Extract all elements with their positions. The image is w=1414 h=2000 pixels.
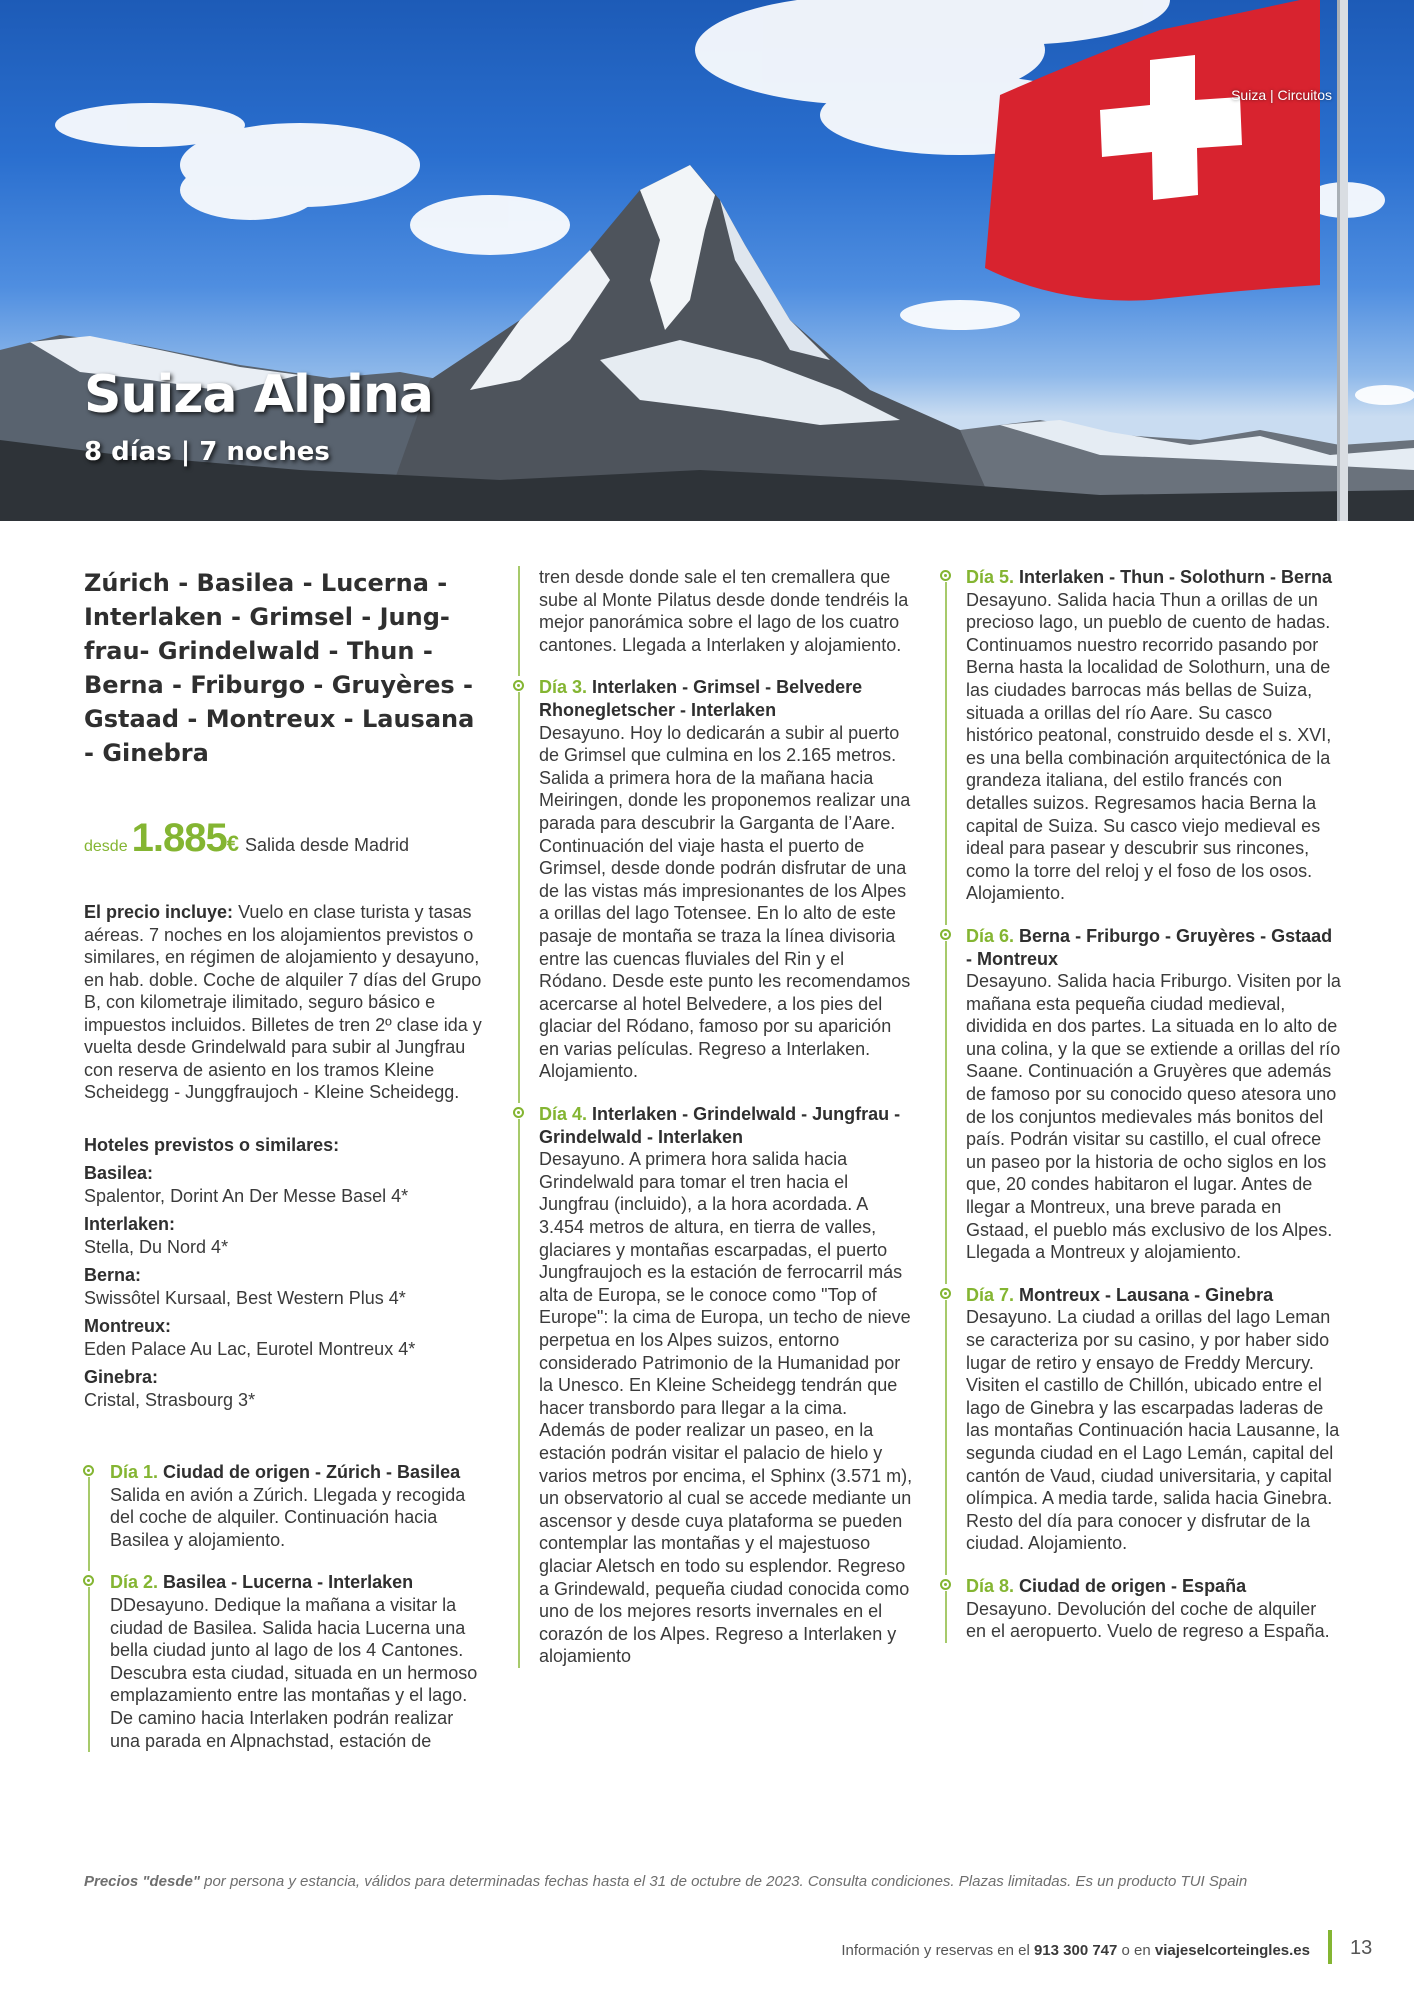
day-text: DDesayuno. Dedique la mañana a visitar la ciudad de Basilea. Salida hacia Lucerna una bella ciudad junto al lago de los 4 Cantones. Descubra esta ciudad, situada en un hermoso emplazamiento entre las montañas y el lago. De camino hacia Interlaken podrán realizar una parada en Alpnachstad, estación de	[110, 1594, 478, 1751]
day-label: Día 7.	[966, 1284, 1015, 1305]
hotel-city: Interlaken:	[84, 1214, 176, 1234]
disclaimer-bold: Precios "desde"	[84, 1873, 200, 1890]
timeline-line	[88, 1477, 90, 1571]
day-label: Día 6.	[966, 925, 1015, 946]
price-disclaimer	[84, 1871, 1334, 1892]
itinerary-day	[84, 1461, 484, 1551]
day-label: Día 5.	[966, 567, 1015, 587]
itinerary-day	[941, 1575, 1341, 1643]
itinerary-day	[941, 566, 1341, 905]
day-text: Salida en avión a Zúrich. Llegada y recogida del coche de alquiler. Continuación hacia Basilea y alojamiento.	[110, 1484, 466, 1550]
day-text: Desayuno. Salida hacia Thun a orillas de un precioso lago, un pueblo de cuento de hadas. Continuamos nuestro recorrido pasando por Berna hasta la localidad de Solothurn, una de las ciudades barrocas más bellas de Suiza, situada a orillas del río Aare. Su casco histórico peatonal, construido desde el s. XVI, es una bella combinación arquitectónica de la grandeza italiana, del estilo francés con detalles suizos. Regresamos hacia Berna la capital de Suiza. Su casco viejo medieval es ideal para pasear y descubrir sus rincones, como la torre del reloj y el foso de los osos. Alojamiento.	[966, 589, 1332, 904]
day-title: Basilea - Lucerna - Interlaken	[163, 1572, 414, 1593]
contact-prefix: Información y reservas en el	[841, 1942, 1034, 1959]
route-heading: Zúrich - Basilea - Lucerna - Interlaken - Grimsel - Jung-frau- Grindelwald - Thun - Berna - Friburgo - Gruyères - Gstaad - Montreux - Lausana - Ginebra	[84, 569, 475, 767]
timeline-dot-icon	[83, 1465, 94, 1476]
hotel-city: Ginebra:	[84, 1367, 159, 1387]
price-departure: Salida desde Madrid	[244, 835, 410, 855]
footer-divider	[1328, 1930, 1332, 1964]
price-currency: €	[226, 831, 239, 856]
price-from-label: desde	[84, 838, 128, 855]
timeline-line	[88, 1587, 90, 1752]
itinerary-days-1-2	[84, 1461, 484, 1752]
hotel-city: Basilea:	[84, 1163, 154, 1183]
hotels-title: Hoteles previstos o similares:	[84, 1134, 340, 1155]
contact-info	[841, 1942, 1310, 1959]
price-amount: 1.885	[131, 816, 227, 860]
timeline-dot-icon	[940, 570, 951, 581]
website-link[interactable]: viajeselcorteingles.es	[1154, 1942, 1310, 1959]
hotel-city: Montreux:	[84, 1316, 171, 1336]
timeline-line	[945, 941, 947, 1284]
day-text: Desayuno. Hoy lo dedicarán a subir al puerto de Grimsel que culmina en los 2.165 metros. Salida a primera hora de la mañana hacia Meiringen, donde les proponemos realizar una parada para descubrir la Garganta de l’Aare. Continuación del viaje hasta el puerto de Grimsel, desde donde podrán disfrutar de una de las vistas más impresionantes de los Alpes a orillas del lago Totensee. En lo alto de este pasaje de montaña se traza la línea divisoria entre las cuencas fluviales del Rin y el Ródano. Desde este punto les recomendamos acercarse al hotel Belvedere, a los pies del glaciar del Ródano, famoso por su aparición en varias películas. Regreso a Interlaken. Alojamiento.	[539, 722, 911, 1082]
day-title: Montreux - Lausana - Ginebra	[1019, 1284, 1274, 1305]
day-text: Desayuno. A primera hora salida hacia Grindelwald para tomar el tren hacia el Jungfrau (incluido), a la hora acordada. A 3.454 metros de altura, en tierra de valles, glaciares y montañas escarpadas, el puerto Jungfraujoch es la estación de ferrocarril más alta de Europa, se le conoce como "Top of Europe": la cima de Europa, un techo de nieve perpetua en los Alpes suizos, entorno considerado Patrimonio de la Humanidad por la Unesco. En Kleine Scheidegg tendrán que hacer transbordo para llegar a la cima. Además de poder realizar un paseo, en la estación podrán visitar el palacio de hielo y varios metros por encima, el Sphinx (3.571 m), un observatorio al cual se accede mediante un ascensor y desde cuya plataforma se pueden contemplar las montañas y el majestuoso glaciar Aletsch en todo su esplendor. Regreso a Grindewald, pequeña ciudad conocida como uno de los mejores resorts invernales en el corazón de los Alpes. Regreso a Interlaken y alojamiento	[539, 1149, 913, 1667]
day-title: Berna - Friburgo - Gruyères - Gstaad - Montreux	[966, 925, 1333, 969]
day-title: Interlaken - Thun - Solothurn - Berna	[1019, 567, 1333, 587]
timeline-dot-icon	[940, 929, 951, 940]
itinerary-day-continuation	[514, 566, 914, 656]
day-text: tren desde donde sale el ten cremallera que sube al Monte Pilatus desde donde tendréis la mejor panorámica sobre el lago de los cuatro cantones. Llegada a Interlaken y alojamiento.	[539, 567, 909, 655]
day-text: Desayuno. La ciudad a orillas del lago Leman se caracteriza por su casino, y por haber sido lugar de retiro y ensayo de Freddy Mercury. Visiten el castillo de Chillón, ubicado entre el lago de Ginebra y las escarpadas laderas de las montañas Continuación hacia Lausanne, la segunda ciudad en el Lago Lemán, capital del cantón de Vaud, ciudad universitaria, y capital olímpica. A media tarde, salida hacia Ginebra. Resto del día para conocer y disfrutar de la ciudad. Alojamiento.	[966, 1307, 1340, 1554]
breadcrumb: Suiza | Circuitos	[1231, 87, 1332, 103]
phone-number[interactable]: 913 300 747	[1033, 1942, 1118, 1959]
timeline-dot-icon	[83, 1575, 94, 1586]
hotels-section	[84, 1134, 484, 1412]
hotel-city: Berna:	[84, 1265, 142, 1285]
timeline-line	[945, 582, 947, 925]
hotel-names: Stella, Du Nord 4*	[84, 1236, 229, 1257]
price-block	[84, 816, 484, 861]
column-left	[84, 566, 484, 1772]
price-includes	[84, 901, 484, 1104]
contact-mid: o en	[1117, 1942, 1155, 1959]
itinerary-day	[941, 1284, 1341, 1555]
day-label: Día 3.	[539, 677, 588, 698]
timeline-line	[945, 1300, 947, 1575]
duration-subtitle: 8 días | 7 noches	[84, 437, 330, 467]
hotel-names: Eden Palace Au Lac, Eurotel Montreux 4*	[84, 1338, 416, 1359]
timeline-dot-icon	[940, 1579, 951, 1590]
day-title: Ciudad de origen - España	[1019, 1575, 1247, 1596]
day-text: Desayuno. Salida hacia Friburgo. Visiten por la mañana esta pequeña ciudad medieval, dividida en dos partes. La situada en lo alto de una colina, y la que se extiende a orillas del río Saane. Continuación a Gruyères que además de famoso por su conocido queso atesora uno de los conjuntos medievales más bonitos del país. Podrán visitar su castillo, el cual ofrece un paseo por la historia de ocho siglos en los que, 20 condes habitaron el lugar. Antes de llegar a Montreux, una breve parada en Gstaad, el pueblo más exclusivo de los Alpes. Llegada a Montreux y alojamiento.	[966, 971, 1341, 1263]
hotel-names: Spalentor, Dorint An Der Messe Basel 4*	[84, 1185, 409, 1206]
day-label: Día 8.	[966, 1575, 1015, 1596]
day-title: Interlaken - Grimsel - Belvedere Rhonegletscher - Interlaken	[539, 677, 863, 720]
timeline-line	[518, 566, 520, 676]
hero-banner	[0, 0, 1414, 521]
includes-label: El precio incluye:	[84, 902, 234, 922]
page-number: 13	[1350, 1937, 1373, 1959]
timeline-line	[518, 1119, 520, 1668]
day-title: Ciudad de origen - Zúrich - Basilea	[163, 1462, 461, 1482]
timeline-dot-icon	[513, 680, 524, 691]
day-label: Día 2.	[110, 1572, 159, 1593]
day-label: Día 4.	[539, 1104, 588, 1125]
itinerary-day	[514, 1103, 914, 1668]
column-middle	[514, 566, 914, 1688]
timeline-line	[518, 692, 520, 1103]
day-title: Interlaken - Grindelwald - Jungfrau - Grindelwald - Interlaken	[539, 1104, 901, 1147]
timeline-line	[945, 1591, 947, 1643]
day-text: Desayuno. Devolución del coche de alquiler en el aeropuerto. Vuelo de regreso a España.	[966, 1598, 1330, 1642]
itinerary-day	[514, 676, 914, 1083]
includes-text: Vuelo en clase turista y tasas aéreas. 7 noches en los alojamientos previstos o similares, en régimen de alojamiento y desayuno, en hab. doble. Coche de alquiler 7 días del Grupo B, con kilometraje ilimitado, seguro básico e impuestos incluidos. Billetes de tren 2º clase ida y vuelta desde Grindelwald para subir al Jungfrau con reserva de asiento en los tramos Kleine Scheidegg - Junggfraujoch - Kleine Scheidegg.	[84, 902, 482, 1102]
day-label: Día 1.	[110, 1462, 159, 1482]
timeline-dot-icon	[940, 1288, 951, 1299]
column-right	[941, 566, 1341, 1663]
disclaimer-text: por persona y estancia, válidos para determinadas fechas hasta el 31 de octubre de 2023. Consulta condiciones. Plazas limitadas. Es un producto TUI Spain	[199, 1873, 1248, 1890]
hotel-names: Cristal, Strasbourg 3*	[84, 1389, 256, 1410]
page-title: Suiza Alpina	[84, 365, 433, 425]
itinerary-day	[84, 1571, 484, 1752]
itinerary-day	[941, 925, 1341, 1264]
timeline-dot-icon	[513, 1107, 524, 1118]
hotel-names: Swissôtel Kursaal, Best Western Plus 4*	[84, 1287, 406, 1308]
